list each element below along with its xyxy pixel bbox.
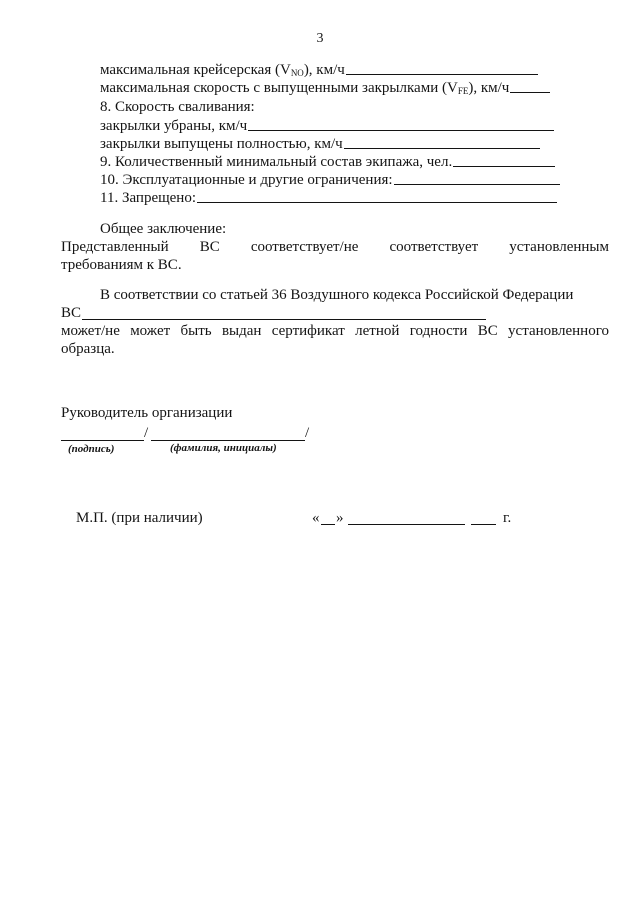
cruise-speed-sub: NO — [290, 68, 304, 78]
flaps-speed-label: максимальная скорость с выпущенными закрылками (V — [100, 80, 458, 96]
flaps-down-blank[interactable] — [344, 148, 540, 149]
flaps-speed-unit: ), км/ч — [468, 80, 510, 96]
prohibited-blank[interactable] — [197, 202, 557, 203]
cruise-speed-blank[interactable] — [346, 74, 538, 75]
article-line-1: В соответствии со статьей 36 Воздушного кодекса Российской Федерации — [100, 287, 574, 303]
stamp-label: М.П. (при наличии) — [76, 510, 203, 526]
date-day-blank[interactable] — [321, 524, 335, 525]
signature-slash-2: / — [305, 425, 310, 441]
article-line-3: может/не может быть выдан сертификат летной годности ВС установленного — [61, 323, 609, 339]
flaps-speed-blank[interactable] — [510, 92, 550, 93]
limits-blank[interactable] — [394, 184, 560, 185]
stall-speed-title — [100, 100, 255, 115]
conclusion-line-2: требованиям к ВС. — [61, 257, 182, 273]
limits-field — [100, 173, 560, 188]
flaps-speed-sub: FE — [457, 86, 469, 96]
prohibited-field — [100, 191, 557, 206]
date-quote-open: « — [312, 510, 320, 526]
stall-speed-title-text: 8. Скорость сваливания: — [100, 99, 255, 115]
min-crew-blank[interactable] — [453, 166, 555, 167]
article-vs-label: ВС — [61, 305, 82, 321]
flaps-up-label: закрылки убраны, км/ч — [100, 118, 248, 134]
name-blank[interactable] — [151, 440, 305, 441]
signature-slash-1: / — [144, 425, 149, 441]
conclusion-line-1: Представленный ВС соответствует/не соответствует установленным — [61, 239, 609, 255]
min-crew-label: 9. Количественный минимальный состав экипажа, чел. — [100, 154, 453, 170]
flaps-speed-field — [100, 81, 550, 96]
date-year-blank[interactable] — [471, 524, 496, 525]
article-vs-blank[interactable] — [82, 319, 486, 320]
page-number: 3 — [316, 31, 324, 46]
name-caption: (фамилия, инициалы) — [170, 442, 277, 454]
limits-label: 10. Эксплуатационные и другие ограничения: — [100, 172, 393, 188]
cruise-speed-label: максимальная крейсерская (V — [100, 62, 291, 78]
flaps-up-blank[interactable] — [248, 130, 554, 131]
signature-head: Руководитель организации — [61, 405, 233, 421]
year-suffix: г. — [503, 510, 512, 526]
signature-caption: (подпись) — [68, 443, 115, 455]
min-crew-field — [100, 155, 555, 170]
cruise-speed-unit: ), км/ч — [303, 62, 345, 78]
date-quote-close: » — [336, 510, 344, 526]
article-line-4: образца. — [61, 341, 115, 357]
cruise-speed-field — [100, 63, 538, 78]
conclusion-title: Общее заключение: — [100, 221, 227, 237]
date-month-blank[interactable] — [348, 524, 465, 525]
flaps-down-field — [100, 137, 540, 152]
flaps-down-label: закрылки выпущены полностью, км/ч — [100, 136, 343, 152]
signature-blank[interactable] — [61, 440, 144, 441]
prohibited-label: 11. Запрещено: — [100, 190, 197, 206]
flaps-up-field — [100, 119, 554, 134]
